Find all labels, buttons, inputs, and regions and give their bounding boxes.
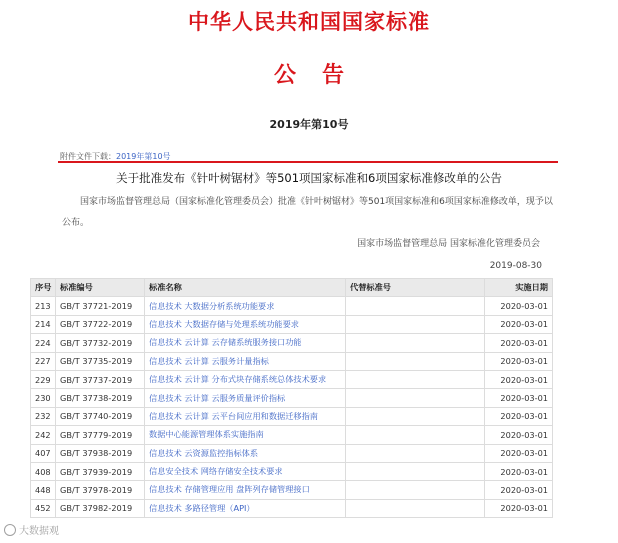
cell-replace [346, 462, 485, 480]
cell-code: GB/T 37737-2019 [56, 370, 145, 388]
notice-body: 国家市场监督管理总局（国家标准化管理委员会）批准《针叶树锯材》等501项国家标准和6项国家标准修改单，现予以公布。 [62, 197, 553, 228]
table-row [31, 407, 553, 425]
table-row [31, 370, 553, 388]
cell-date: 2020-03-01 [485, 297, 553, 315]
table-row [31, 426, 553, 444]
header-name: 标准名称 [145, 279, 346, 297]
notice-heading: 公告 [273, 62, 370, 88]
cell-name[interactable]: 信息技术 多路径管理（API） [145, 499, 346, 517]
cell-code: GB/T 37738-2019 [56, 389, 145, 407]
cell-code: GB/T 37722-2019 [56, 315, 145, 333]
watermark [4, 522, 59, 537]
watermark-text: 大数据观 [19, 526, 59, 537]
table-row [31, 334, 553, 352]
cell-no: 448 [31, 481, 56, 499]
cell-name[interactable]: 信息技术 云资源监控指标体系 [145, 444, 346, 462]
cell-code: GB/T 37939-2019 [56, 462, 145, 480]
cell-name[interactable]: 信息技术 云计算 云存储系统服务接口功能 [145, 334, 346, 352]
table-row [31, 352, 553, 370]
cell-name[interactable]: 信息技术 云计算 云服务质量评价指标 [145, 389, 346, 407]
cell-code: GB/T 37938-2019 [56, 444, 145, 462]
cell-date: 2020-03-01 [485, 352, 553, 370]
cell-date: 2020-03-01 [485, 407, 553, 425]
cell-name[interactable]: 信息技术 存储管理应用 盘阵列存储管理接口 [145, 481, 346, 499]
cell-name[interactable]: 数据中心能源管理体系实施指南 [145, 426, 346, 444]
cell-name[interactable]: 信息技术 大数据分析系统功能要求 [145, 297, 346, 315]
cell-code: GB/T 37735-2019 [56, 352, 145, 370]
weibo-icon [4, 524, 16, 536]
cell-date: 2020-03-01 [485, 315, 553, 333]
notice-title: 关于批准发布《针叶树锯材》等501项国家标准和6项国家标准修改单的公告 [116, 171, 502, 185]
table-row [31, 444, 553, 462]
table-row [31, 389, 553, 407]
cell-name[interactable]: 信息技术 云计算 分布式块存储系统总体技术要求 [145, 370, 346, 388]
header-code: 标准编号 [56, 279, 145, 297]
cell-no: 242 [31, 426, 56, 444]
cell-no: 224 [31, 334, 56, 352]
cell-replace [346, 389, 485, 407]
cell-date: 2020-03-01 [485, 444, 553, 462]
header-replace: 代替标准号 [346, 279, 485, 297]
cell-replace [346, 499, 485, 517]
table-row [31, 481, 553, 499]
header-date: 实施日期 [485, 279, 553, 297]
cell-replace [346, 352, 485, 370]
table-row [31, 315, 553, 333]
cell-no: 452 [31, 499, 56, 517]
cell-date: 2020-03-01 [485, 499, 553, 517]
table-row [31, 297, 553, 315]
cell-no: 408 [31, 462, 56, 480]
cell-name[interactable]: 信息技术 大数据存储与处理系统功能要求 [145, 315, 346, 333]
cell-replace [346, 370, 485, 388]
cell-name[interactable]: 信息安全技术 网络存储安全技术要求 [145, 462, 346, 480]
standards-table [30, 278, 553, 518]
cell-replace [346, 426, 485, 444]
cell-no: 214 [31, 315, 56, 333]
table-row [31, 499, 553, 517]
notice-signature: 国家市场监督管理总局 国家标准化管理委员会 [357, 239, 540, 249]
red-divider [58, 161, 558, 163]
table-row [31, 462, 553, 480]
issue-number: 2019年第10号 [269, 118, 349, 131]
cell-no: 227 [31, 352, 56, 370]
cell-replace [346, 407, 485, 425]
cell-name[interactable]: 信息技术 云计算 云服务计量指标 [145, 352, 346, 370]
cell-replace [346, 444, 485, 462]
cell-code: GB/T 37978-2019 [56, 481, 145, 499]
cell-code: GB/T 37982-2019 [56, 499, 145, 517]
cell-code: GB/T 37721-2019 [56, 297, 145, 315]
cell-no: 229 [31, 370, 56, 388]
cell-date: 2020-03-01 [485, 334, 553, 352]
cell-no: 232 [31, 407, 56, 425]
cell-code: GB/T 37732-2019 [56, 334, 145, 352]
cell-no: 213 [31, 297, 56, 315]
page-title: 中华人民共和国国家标准 [188, 9, 430, 34]
notice-date: 2019-08-30 [489, 261, 542, 271]
cell-date: 2020-03-01 [485, 462, 553, 480]
cell-no: 407 [31, 444, 56, 462]
cell-replace [346, 297, 485, 315]
cell-name[interactable]: 信息技术 云计算 云平台间应用和数据迁移指南 [145, 407, 346, 425]
cell-date: 2020-03-01 [485, 426, 553, 444]
cell-replace [346, 315, 485, 333]
cell-date: 2020-03-01 [485, 389, 553, 407]
cell-date: 2020-03-01 [485, 370, 553, 388]
attachment-link[interactable]: 2019年第10号 [116, 152, 171, 161]
cell-date: 2020-03-01 [485, 481, 553, 499]
table-header-row [31, 279, 553, 297]
attachment-label: 附件文件下载： [60, 152, 116, 161]
cell-replace [346, 481, 485, 499]
cell-code: GB/T 37740-2019 [56, 407, 145, 425]
header-no: 序号 [31, 279, 56, 297]
cell-replace [346, 334, 485, 352]
cell-no: 230 [31, 389, 56, 407]
cell-code: GB/T 37779-2019 [56, 426, 145, 444]
